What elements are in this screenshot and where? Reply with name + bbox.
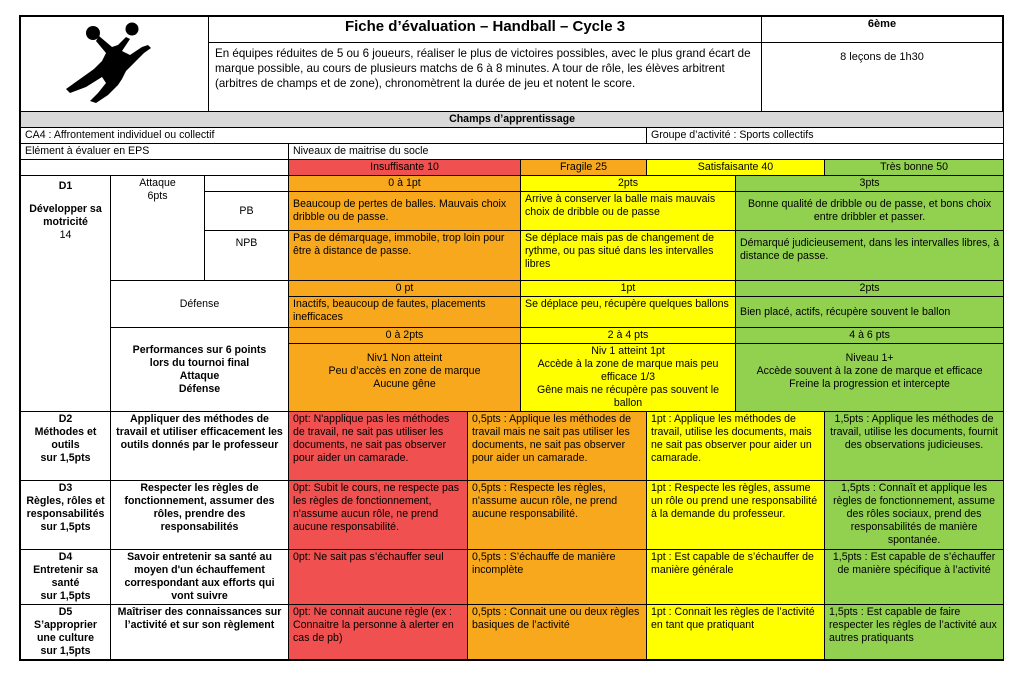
d2-cell-1: 0,5pts : Applique les méthodes de travail mais ne sait pas utiliser les documents, ne sait pas observer pour aider un camarade. [468,412,647,481]
d3-item: Respecter les règles de fonctionnement, assumer des rôles, prendre des responsabilités [111,481,289,550]
attaque-pts-2: 3pts [736,176,1004,192]
d5-cell-1: 0,5pts : Connait une ou deux règles basiques de l’activité [468,605,647,660]
pb-cell-0: Beaucoup de pertes de balles. Mauvais choix dribble ou de passe. [289,192,521,231]
header-table [20,16,1003,112]
level-fragile: Fragile 25 [521,160,647,176]
perf-pts-1: 2 à 4 pts [521,328,736,344]
element-label: Elément à évaluer en EPS [21,144,289,160]
d5-cell-3: 1,5pts : Est capable de faire respecter les règles de l’activité aux autres pratiquants [825,605,1004,660]
groupe-label: Groupe d’activité : Sports collectifs [647,128,1004,144]
defense-cell-0: Inactifs, beaucoup de fautes, placements inefficaces [289,297,521,328]
d5-cell-2: 1pt : Connait les règles de l’activité en tant que pratiquant [647,605,825,660]
d3-cell-1: 0,5pts : Respecte les règles, n'assume aucun rôle, ne prend aucune responsabilité. [468,481,647,550]
d4-cell-0: 0pt: Ne sait pas s’échauffer seul [289,550,468,605]
defense-pts-2: 2pts [736,281,1004,297]
d5-item: Maîtriser des connaissances sur l’activité et sur son règlement [111,605,289,660]
d5-domain: D5 S’approprier une culture sur 1,5pts [21,605,111,660]
attaque-pts-0: 0 à 1pt [289,176,521,192]
sheet-description: En équipes réduites de 5 ou 6 joueurs, réaliser le plus de victoires possibles, avec le plus grand écart de marque possible, au cours de plusieurs matchs de 6 à 8 minutes. A tour de rôle, les élèves arbitrent (arbitres de champs et de zone), chronomètrent la durée de jeu et notent le score. [209,43,762,112]
d1-domain [21,176,111,412]
d4-cell-3: 1,5pts : Est capable de s’échauffer de manière spécifique à l’activité [825,550,1004,605]
defense-pts-1: 1pt [521,281,736,297]
d1-title: D1 [58,180,73,192]
d2-cell-3: 1,5pts : Applique les méthodes de travail, utilise les documents, fournit des observations judicieuses. [825,412,1004,481]
level-satisfaisante: Satisfaisante 40 [647,160,825,176]
level-insuffisante: Insuffisante 10 [289,160,521,176]
d5-cell-0: 0pt: Ne connait aucune règle (ex : Connaitre la personne à alerter en cas de pb) [289,605,468,660]
pb-cell-1: Arrive à conserver la balle mais mauvais choix de dribble ou de passe [521,192,736,231]
handball-player-icon [60,21,170,107]
d3-cell-2: 1pt : Respecte les règles, assume un rôle ou prend une responsabilité à la demande du professeur. [647,481,825,550]
defense-cell-2: Bien placé, actifs, récupère souvent le ballon [736,297,1004,328]
pb-label: PB [205,192,289,231]
perf-pts-0: 0 à 2pts [289,328,521,344]
class-level: 6ème [762,17,1003,43]
npb-cell-0: Pas de démarquage, immobile, trop loin pour être à distance de passe. [289,231,521,281]
d2-cell-0: 0pt: N'applique pas les méthodes de travail, ne sait pas utiliser les documents, ne sait pas observer pour aider un camarade. [289,412,468,481]
attaque-label: Attaque 6pts [111,176,205,281]
ca4-label: CA4 : Affrontement individuel ou collectif [21,128,647,144]
perf-cell-0: Niv1 Non atteint Peu d’accès en zone de marque Aucune gêne [289,344,521,412]
sheet-title: Fiche d’évaluation – Handball – Cycle 3 [209,17,762,43]
d1-score: 14 [59,229,72,241]
d1-subtitle: Développer sa motricité [29,203,102,228]
champs-label: Champs d’apprentissage [21,112,1004,128]
d3-domain: D3 Règles, rôles et responsabilités sur 1,5pts [21,481,111,550]
logo-cell [21,17,209,112]
d2-domain: D2 Méthodes et outils sur 1,5pts [21,412,111,481]
attaque-spacer [205,176,289,192]
level-tres-bonne: Très bonne 50 [825,160,1004,176]
attaque-pts-1: 2pts [521,176,736,192]
defense-label: Défense [111,281,289,328]
pb-cell-2: Bonne qualité de dribble ou de passe, et bons choix entre dribbler et passer. [736,192,1004,231]
defense-cell-1: Se déplace peu, récupère quelques ballons [521,297,736,328]
levels-spacer [21,160,289,176]
npb-cell-2: Démarqué judicieusement, dans les intervalles libres, à distance de passe. [736,231,1004,281]
lessons-count: 8 leçons de 1h30 [762,43,1003,112]
perf-pts-2: 4 à 6 pts [736,328,1004,344]
perf-cell-1: Niv 1 atteint 1pt Accède à la zone de marque mais peu efficace 1/3 Gêne mais ne récupère pas souvent le ballon [521,344,736,412]
d4-item: Savoir entretenir sa santé au moyen d'un échauffement correspondant aux efforts qui vont suivre [111,550,289,605]
npb-label: NPB [205,231,289,281]
d4-cell-1: 0,5pts : S’échauffe de manière incomplète [468,550,647,605]
d2-item: Appliquer des méthodes de travail et utiliser efficacement les outils donnés par le professeur [111,412,289,481]
d4-cell-2: 1pt : Est capable de s’échauffer de manière générale [647,550,825,605]
perf-cell-2: Niveau 1+ Accède souvent à la zone de marque et efficace Freine la progression et intercepte [736,344,1004,412]
perf-label: Performances sur 6 points lors du tournoi final Attaque Défense [111,328,289,412]
d2-cell-2: 1pt : Applique les méthodes de travail, utilise les documents, mais ne sait pas observer pour aider un camarade. [647,412,825,481]
rubric-table [20,111,1004,660]
d3-cell-3: 1,5pts : Connaît et applique les règles de fonctionnement, assume des rôles sociaux, prend des responsabilités de manière spontanée. [825,481,1004,550]
d3-cell-0: 0pt: Subit le cours, ne respecte pas les règles de fonctionnement, n'assume aucun rôle, ne prend aucune responsabilité. [289,481,468,550]
defense-pts-0: 0 pt [289,281,521,297]
evaluation-sheet [19,15,1004,661]
niveaux-label: Niveaux de maitrise du socle [289,144,1004,160]
d4-domain: D4 Entretenir sa santé sur 1,5pts [21,550,111,605]
npb-cell-1: Se déplace mais pas de changement de rythme, ou pas situé dans les intervalles libres [521,231,736,281]
